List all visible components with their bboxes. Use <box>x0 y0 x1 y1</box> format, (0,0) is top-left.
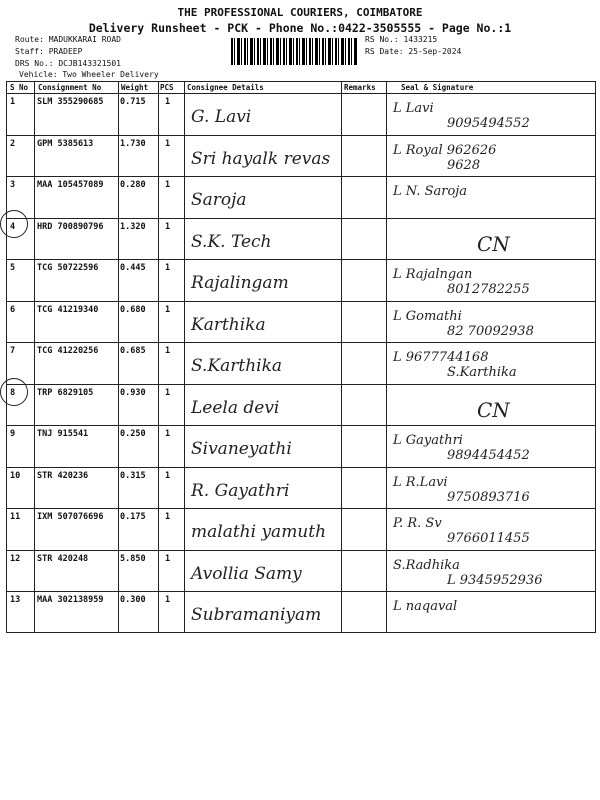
cell-consignment: STR 420236 <box>37 470 89 481</box>
cell-sno: 2 <box>10 138 16 149</box>
cell-consignment: GPM 5385613 <box>37 138 94 149</box>
row-divider <box>7 176 595 177</box>
handwritten-signature: L Royal 962626 <box>393 142 497 158</box>
cell-consignment: TCG 41220256 <box>37 346 99 356</box>
cell-weight: 1.730 <box>120 138 146 149</box>
cell-pcs: 1 <box>165 595 171 605</box>
row-divider <box>7 384 595 385</box>
cell-pcs: 1 <box>165 97 171 107</box>
vehicle-label: Vehicle: Two Wheeler Delivery <box>19 70 159 79</box>
cell-weight: 0.715 <box>120 97 146 107</box>
cell-pcs: 1 <box>165 512 171 522</box>
handwritten-phone: 82 70092938 <box>447 323 534 339</box>
handwritten-phone: S.Karthika <box>447 365 517 380</box>
cell-pcs: 1 <box>165 429 171 439</box>
handwritten-consignee: S.Karthika <box>191 356 283 376</box>
cell-consignment: TRP 6829105 <box>37 387 94 398</box>
route-label: Route: MADUKKARAI ROAD <box>15 35 121 44</box>
row-divider <box>7 425 595 426</box>
cell-weight: 0.680 <box>120 304 146 315</box>
handwritten-consignee: Leela devi <box>191 397 280 418</box>
cell-consignment: IXM 507076696 <box>37 512 104 522</box>
col-header-signature: Seal & Signature <box>401 83 474 92</box>
handwritten-phone: 9894454452 <box>447 448 530 463</box>
row-divider <box>7 467 595 468</box>
cell-weight: 0.280 <box>120 180 146 190</box>
cell-consignment: TCG 41219340 <box>37 304 99 315</box>
cell-weight: 0.930 <box>120 387 146 398</box>
row-divider <box>7 550 595 551</box>
col-header-consignee: Consignee Details <box>187 83 264 92</box>
cell-pcs: 1 <box>165 553 171 564</box>
row-divider <box>7 218 595 219</box>
col-header-sno: S No <box>10 83 29 92</box>
handwritten-signature: P. R. Sv <box>393 516 442 531</box>
cell-weight: 0.685 <box>120 346 146 356</box>
cell-weight: 5.850 <box>120 553 146 564</box>
cell-sno: 1 <box>10 97 16 107</box>
handwritten-phone: 9766011455 <box>447 531 530 546</box>
cell-sno: 6 <box>10 304 16 315</box>
handwritten-consignee: Avollia Samy <box>191 563 302 584</box>
handwritten-consignee: Karthika <box>191 314 266 335</box>
cell-sno: 7 <box>10 346 16 356</box>
drs-label: DRS No.: DCJB143321501 <box>15 59 121 68</box>
handwritten-signature: L N. Saroja <box>393 184 468 199</box>
handwritten-signature: CN <box>477 231 510 256</box>
handwritten-consignee: malathi yamuth <box>191 522 327 542</box>
cell-sno: 13 <box>10 595 21 605</box>
handwritten-consignee: Sivaneyathi <box>191 439 292 459</box>
handwritten-phone: 8012782255 <box>447 282 530 297</box>
row-divider <box>7 591 595 592</box>
handwritten-signature: L Lavi <box>393 101 434 116</box>
row-divider <box>7 342 595 343</box>
handwritten-consignee: G. Lavi <box>191 107 252 127</box>
cell-pcs: 1 <box>165 180 171 190</box>
cell-pcs: 1 <box>165 470 171 481</box>
handwritten-signature: CN <box>477 397 510 422</box>
handwritten-signature: L R.Lavi <box>393 474 448 490</box>
handwritten-signature: L Gayathri <box>393 433 463 448</box>
cell-sno: 9 <box>10 429 16 439</box>
cell-pcs: 1 <box>165 263 171 273</box>
handwritten-consignee: Subramaniyam <box>191 605 322 625</box>
handwritten-phone: L 9345952936 <box>447 572 543 588</box>
handwritten-phone: 9750893716 <box>447 489 530 505</box>
handwritten-consignee: Sri hayalk revas <box>191 148 331 169</box>
cell-sno: 3 <box>10 180 16 190</box>
handwritten-consignee: S.K. Tech <box>191 231 272 252</box>
cell-consignment: SLM 355290685 <box>37 97 104 107</box>
cell-sno: 8 <box>10 387 16 398</box>
handwritten-signature: L Gomathi <box>393 308 462 324</box>
cell-consignment: TCG 50722596 <box>37 263 99 273</box>
runsheet-table <box>6 81 596 633</box>
col-header-consignment: Consignment No <box>38 83 102 92</box>
cell-sno: 11 <box>10 512 21 522</box>
col-header-remarks: Remarks <box>344 83 376 92</box>
cell-sno: 12 <box>10 553 21 564</box>
handwritten-phone: 9095494552 <box>447 116 530 131</box>
rs-number: RS No.: 1433215 <box>365 35 438 44</box>
handwritten-consignee: R. Gayathri <box>191 480 290 501</box>
cell-weight: 0.175 <box>120 512 146 522</box>
cell-pcs: 1 <box>165 221 171 232</box>
row-divider <box>7 135 595 136</box>
row-divider <box>7 259 595 260</box>
runsheet-title: Delivery Runsheet - PCK - Phone No.:0422-3505555 - Page No.:1 <box>88 21 512 35</box>
row-divider <box>7 508 595 509</box>
cell-pcs: 1 <box>165 387 171 398</box>
company-title: THE PROFESSIONAL COURIERS, COIMBATORE <box>177 6 423 19</box>
cell-sno: 5 <box>10 263 16 273</box>
cell-pcs: 1 <box>165 346 171 356</box>
staff-label: Staff: PRADEEP <box>15 47 83 56</box>
row-divider <box>7 301 595 302</box>
pen-circle-mark <box>0 378 28 406</box>
handwritten-consignee: Rajalingam <box>191 273 289 293</box>
cell-weight: 0.250 <box>120 429 146 439</box>
cell-consignment: STR 420248 <box>37 553 89 564</box>
cell-pcs: 1 <box>165 304 171 315</box>
cell-consignment: HRD 700890796 <box>37 221 104 232</box>
cell-weight: 0.300 <box>120 595 146 605</box>
barcode-image <box>231 38 357 65</box>
handwritten-signature: L naqaval <box>393 599 458 614</box>
cell-weight: 0.445 <box>120 263 146 273</box>
handwritten-signature: S.Radhika <box>393 557 460 573</box>
cell-consignment: MAA 302138959 <box>37 595 104 605</box>
cell-weight: 1.320 <box>120 221 146 232</box>
row-divider <box>7 93 595 94</box>
handwritten-signature: L 9677744168 <box>393 350 489 365</box>
handwritten-consignee: Saroja <box>191 190 247 210</box>
cell-sno: 10 <box>10 470 21 481</box>
cell-consignment: TNJ 915541 <box>37 429 89 439</box>
pen-circle-mark <box>0 210 28 238</box>
col-header-pcs: PCS <box>160 83 174 92</box>
cell-consignment: MAA 105457089 <box>37 180 104 190</box>
cell-sno: 4 <box>10 221 16 232</box>
cell-pcs: 1 <box>165 138 171 149</box>
cell-weight: 0.315 <box>120 470 146 481</box>
rs-date: RS Date: 25-Sep-2024 <box>365 47 462 56</box>
handwritten-signature: L Rajalngan <box>393 267 473 282</box>
col-header-weight: Weight <box>121 83 149 92</box>
handwritten-phone: 9628 <box>447 157 481 173</box>
